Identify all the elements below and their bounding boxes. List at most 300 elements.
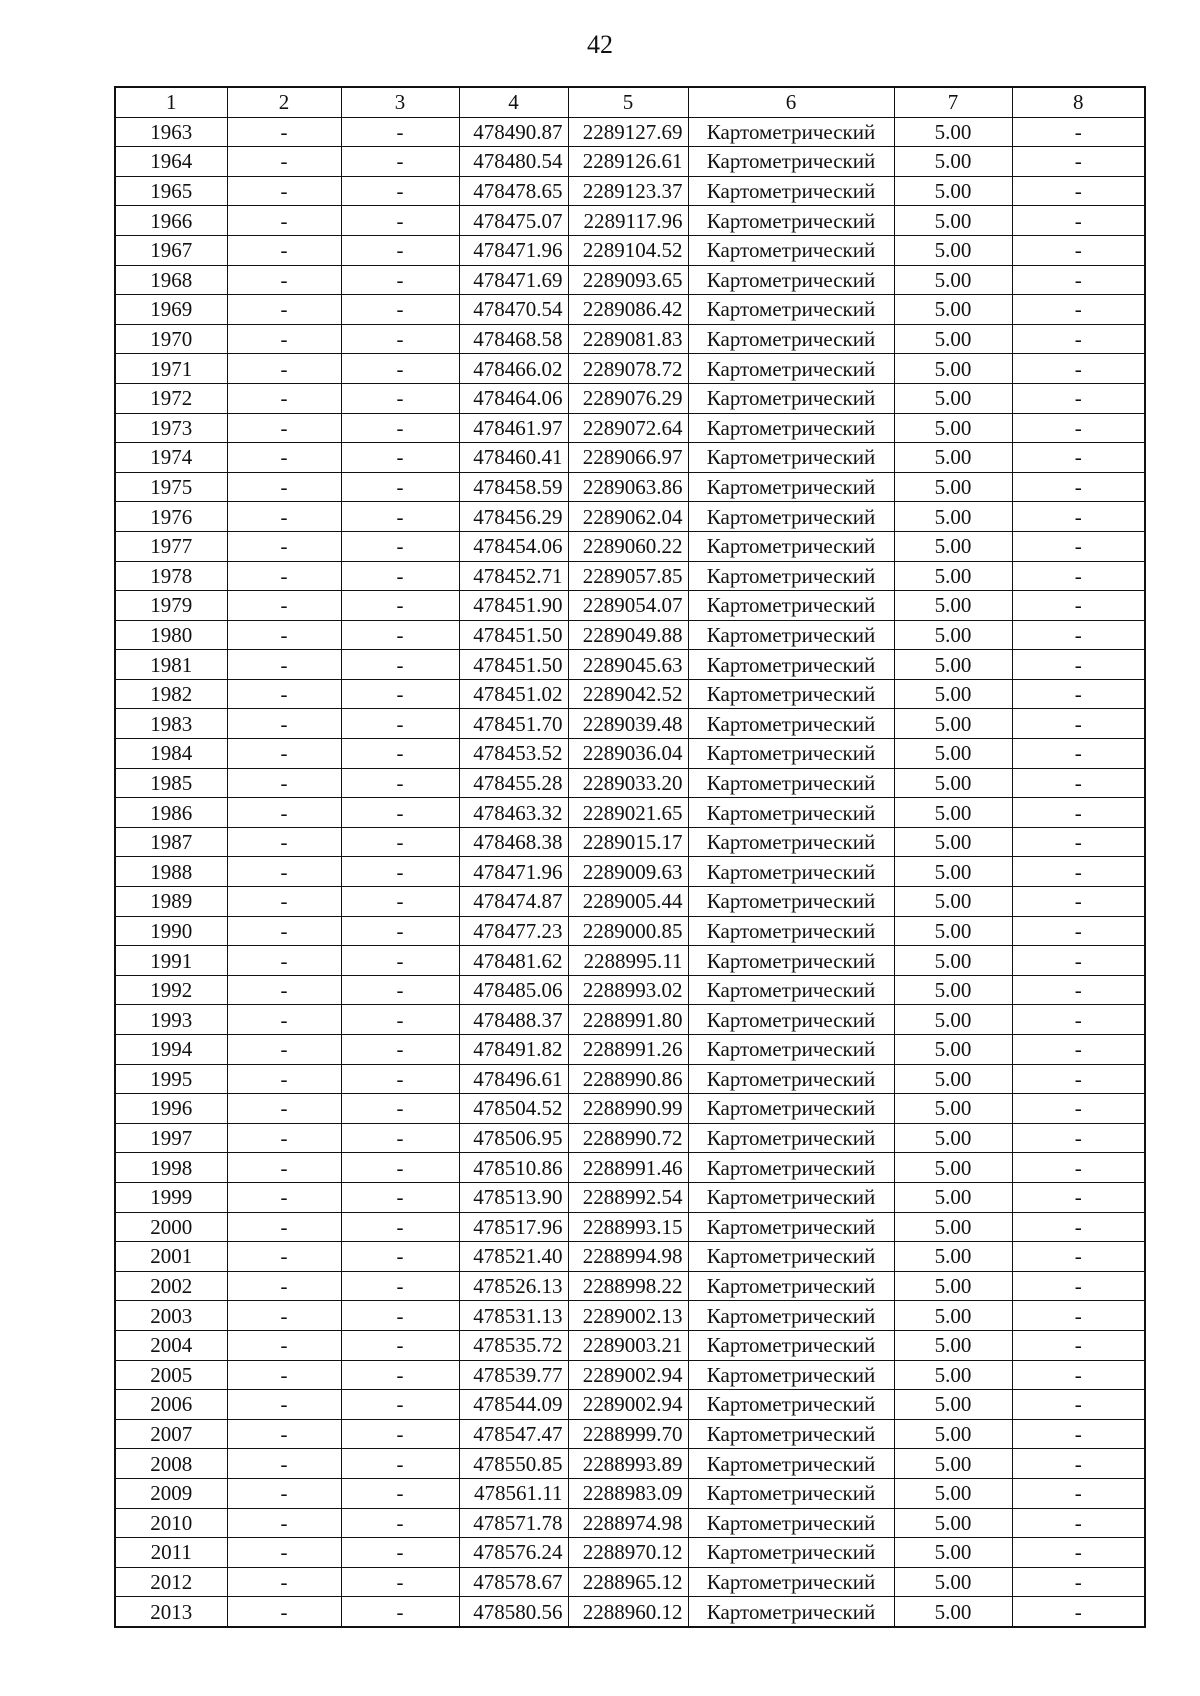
table-header-row [115, 87, 1145, 117]
y-coordinate-cell: 2288974.98 [568, 1508, 688, 1538]
col8-cell: - [1012, 827, 1145, 857]
x-coordinate-cell: 478539.77 [459, 1360, 568, 1390]
accuracy-cell: 5.00 [894, 650, 1012, 680]
y-coordinate-cell: 2289060.22 [568, 531, 688, 561]
col3-cell: - [341, 443, 459, 473]
table-row [115, 472, 1145, 502]
table-row [115, 1094, 1145, 1124]
accuracy-cell: 5.00 [894, 265, 1012, 295]
col8-cell: - [1012, 1449, 1145, 1479]
x-coordinate-cell: 478578.67 [459, 1567, 568, 1597]
y-coordinate-cell: 2288983.09 [568, 1478, 688, 1508]
col3-cell: - [341, 798, 459, 828]
point-number-cell: 2000 [115, 1212, 227, 1242]
point-number-cell: 1985 [115, 768, 227, 798]
table-row [115, 916, 1145, 946]
point-number-cell: 2005 [115, 1360, 227, 1390]
accuracy-cell: 5.00 [894, 1478, 1012, 1508]
y-coordinate-cell: 2289104.52 [568, 235, 688, 265]
accuracy-cell: 5.00 [894, 916, 1012, 946]
point-number-cell: 1991 [115, 946, 227, 976]
col2-cell: - [227, 1538, 341, 1568]
x-coordinate-cell: 478475.07 [459, 206, 568, 236]
x-coordinate-cell: 478485.06 [459, 975, 568, 1005]
col3-cell: - [341, 975, 459, 1005]
column-header: 2 [227, 87, 341, 117]
col3-cell: - [341, 916, 459, 946]
x-coordinate-cell: 478490.87 [459, 117, 568, 147]
col8-cell: - [1012, 1390, 1145, 1420]
point-number-cell: 1987 [115, 827, 227, 857]
table-row [115, 383, 1145, 413]
method-cell: Картометрический [688, 1419, 894, 1449]
y-coordinate-cell: 2288990.99 [568, 1094, 688, 1124]
col8-cell: - [1012, 265, 1145, 295]
col3-cell: - [341, 206, 459, 236]
col2-cell: - [227, 117, 341, 147]
col2-cell: - [227, 650, 341, 680]
method-cell: Картометрический [688, 591, 894, 621]
col2-cell: - [227, 975, 341, 1005]
col2-cell: - [227, 354, 341, 384]
accuracy-cell: 5.00 [894, 1449, 1012, 1479]
y-coordinate-cell: 2289117.96 [568, 206, 688, 236]
table-row [115, 679, 1145, 709]
x-coordinate-cell: 478513.90 [459, 1182, 568, 1212]
y-coordinate-cell: 2289015.17 [568, 827, 688, 857]
point-number-cell: 1977 [115, 531, 227, 561]
x-coordinate-cell: 478535.72 [459, 1330, 568, 1360]
y-coordinate-cell: 2289072.64 [568, 413, 688, 443]
method-cell: Картометрический [688, 709, 894, 739]
y-coordinate-cell: 2288999.70 [568, 1419, 688, 1449]
accuracy-cell: 5.00 [894, 176, 1012, 206]
method-cell: Картометрический [688, 1567, 894, 1597]
col2-cell: - [227, 887, 341, 917]
col8-cell: - [1012, 176, 1145, 206]
col3-cell: - [341, 650, 459, 680]
x-coordinate-cell: 478474.87 [459, 887, 568, 917]
method-cell: Картометрический [688, 561, 894, 591]
point-number-cell: 1976 [115, 502, 227, 532]
col8-cell: - [1012, 1242, 1145, 1272]
col3-cell: - [341, 1508, 459, 1538]
col8-cell: - [1012, 1567, 1145, 1597]
y-coordinate-cell: 2289033.20 [568, 768, 688, 798]
col2-cell: - [227, 1271, 341, 1301]
x-coordinate-cell: 478454.06 [459, 531, 568, 561]
accuracy-cell: 5.00 [894, 1301, 1012, 1331]
col8-cell: - [1012, 679, 1145, 709]
y-coordinate-cell: 2288991.80 [568, 1005, 688, 1035]
point-number-cell: 1995 [115, 1064, 227, 1094]
accuracy-cell: 5.00 [894, 1567, 1012, 1597]
col8-cell: - [1012, 1005, 1145, 1035]
y-coordinate-cell: 2288960.12 [568, 1597, 688, 1627]
x-coordinate-cell: 478488.37 [459, 1005, 568, 1035]
point-number-cell: 1983 [115, 709, 227, 739]
accuracy-cell: 5.00 [894, 1390, 1012, 1420]
x-coordinate-cell: 478451.70 [459, 709, 568, 739]
col2-cell: - [227, 620, 341, 650]
accuracy-cell: 5.00 [894, 620, 1012, 650]
col3-cell: - [341, 383, 459, 413]
table-row [115, 206, 1145, 236]
col2-cell: - [227, 265, 341, 295]
accuracy-cell: 5.00 [894, 1271, 1012, 1301]
col3-cell: - [341, 679, 459, 709]
y-coordinate-cell: 2289126.61 [568, 147, 688, 177]
point-number-cell: 1997 [115, 1123, 227, 1153]
method-cell: Картометрический [688, 916, 894, 946]
table-row [115, 1390, 1145, 1420]
col8-cell: - [1012, 887, 1145, 917]
col2-cell: - [227, 1330, 341, 1360]
col2-cell: - [227, 591, 341, 621]
col8-cell: - [1012, 1419, 1145, 1449]
column-header: 8 [1012, 87, 1145, 117]
x-coordinate-cell: 478471.96 [459, 857, 568, 887]
col2-cell: - [227, 1212, 341, 1242]
point-number-cell: 2012 [115, 1567, 227, 1597]
col3-cell: - [341, 1330, 459, 1360]
table-row [115, 709, 1145, 739]
col3-cell: - [341, 413, 459, 443]
y-coordinate-cell: 2288998.22 [568, 1271, 688, 1301]
accuracy-cell: 5.00 [894, 709, 1012, 739]
table-row [115, 1360, 1145, 1390]
point-number-cell: 1984 [115, 739, 227, 769]
accuracy-cell: 5.00 [894, 531, 1012, 561]
x-coordinate-cell: 478453.52 [459, 739, 568, 769]
accuracy-cell: 5.00 [894, 561, 1012, 591]
table-row [115, 1123, 1145, 1153]
table-row [115, 1005, 1145, 1035]
x-coordinate-cell: 478455.28 [459, 768, 568, 798]
col2-cell: - [227, 1064, 341, 1094]
y-coordinate-cell: 2289062.04 [568, 502, 688, 532]
col3-cell: - [341, 946, 459, 976]
col3-cell: - [341, 472, 459, 502]
table-row [115, 946, 1145, 976]
point-number-cell: 1968 [115, 265, 227, 295]
method-cell: Картометрический [688, 1301, 894, 1331]
col2-cell: - [227, 827, 341, 857]
point-number-cell: 1967 [115, 235, 227, 265]
point-number-cell: 1972 [115, 383, 227, 413]
col3-cell: - [341, 265, 459, 295]
method-cell: Картометрический [688, 1094, 894, 1124]
col2-cell: - [227, 531, 341, 561]
col8-cell: - [1012, 1538, 1145, 1568]
col8-cell: - [1012, 1301, 1145, 1331]
y-coordinate-cell: 2289002.94 [568, 1360, 688, 1390]
x-coordinate-cell: 478506.95 [459, 1123, 568, 1153]
col2-cell: - [227, 206, 341, 236]
col8-cell: - [1012, 1153, 1145, 1183]
point-number-cell: 1980 [115, 620, 227, 650]
col8-cell: - [1012, 502, 1145, 532]
col3-cell: - [341, 1301, 459, 1331]
x-coordinate-cell: 478452.71 [459, 561, 568, 591]
accuracy-cell: 5.00 [894, 591, 1012, 621]
col2-cell: - [227, 1242, 341, 1272]
point-number-cell: 2004 [115, 1330, 227, 1360]
accuracy-cell: 5.00 [894, 443, 1012, 473]
y-coordinate-cell: 2289002.94 [568, 1390, 688, 1420]
point-number-cell: 1996 [115, 1094, 227, 1124]
col3-cell: - [341, 176, 459, 206]
accuracy-cell: 5.00 [894, 1094, 1012, 1124]
table-row [115, 176, 1145, 206]
col2-cell: - [227, 1390, 341, 1420]
point-number-cell: 1979 [115, 591, 227, 621]
col2-cell: - [227, 295, 341, 325]
y-coordinate-cell: 2288992.54 [568, 1182, 688, 1212]
table-row [115, 857, 1145, 887]
accuracy-cell: 5.00 [894, 1123, 1012, 1153]
x-coordinate-cell: 478468.38 [459, 827, 568, 857]
col3-cell: - [341, 354, 459, 384]
col8-cell: - [1012, 1182, 1145, 1212]
accuracy-cell: 5.00 [894, 413, 1012, 443]
point-number-cell: 2002 [115, 1271, 227, 1301]
method-cell: Картометрический [688, 443, 894, 473]
method-cell: Картометрический [688, 827, 894, 857]
col8-cell: - [1012, 1597, 1145, 1627]
accuracy-cell: 5.00 [894, 1330, 1012, 1360]
y-coordinate-cell: 2289036.04 [568, 739, 688, 769]
x-coordinate-cell: 478547.47 [459, 1419, 568, 1449]
page-number: 42 [587, 30, 613, 59]
col2-cell: - [227, 176, 341, 206]
col8-cell: - [1012, 1330, 1145, 1360]
y-coordinate-cell: 2289003.21 [568, 1330, 688, 1360]
y-coordinate-cell: 2289021.65 [568, 798, 688, 828]
y-coordinate-cell: 2288991.46 [568, 1153, 688, 1183]
y-coordinate-cell: 2289127.69 [568, 117, 688, 147]
col8-cell: - [1012, 946, 1145, 976]
col3-cell: - [341, 1212, 459, 1242]
col2-cell: - [227, 1301, 341, 1331]
method-cell: Картометрический [688, 502, 894, 532]
method-cell: Картометрический [688, 739, 894, 769]
table-row [115, 117, 1145, 147]
col3-cell: - [341, 324, 459, 354]
col8-cell: - [1012, 591, 1145, 621]
accuracy-cell: 5.00 [894, 117, 1012, 147]
point-number-cell: 2007 [115, 1419, 227, 1449]
table-row [115, 1064, 1145, 1094]
table-row [115, 887, 1145, 917]
point-number-cell: 2003 [115, 1301, 227, 1331]
x-coordinate-cell: 478477.23 [459, 916, 568, 946]
table-row [115, 413, 1145, 443]
col8-cell: - [1012, 1064, 1145, 1094]
method-cell: Картометрический [688, 679, 894, 709]
accuracy-cell: 5.00 [894, 1153, 1012, 1183]
x-coordinate-cell: 478550.85 [459, 1449, 568, 1479]
x-coordinate-cell: 478526.13 [459, 1271, 568, 1301]
y-coordinate-cell: 2289076.29 [568, 383, 688, 413]
method-cell: Картометрический [688, 1508, 894, 1538]
col2-cell: - [227, 768, 341, 798]
x-coordinate-cell: 478464.06 [459, 383, 568, 413]
col3-cell: - [341, 561, 459, 591]
method-cell: Картометрический [688, 1242, 894, 1272]
accuracy-cell: 5.00 [894, 295, 1012, 325]
col2-cell: - [227, 1597, 341, 1627]
col3-cell: - [341, 1035, 459, 1065]
col8-cell: - [1012, 1271, 1145, 1301]
x-coordinate-cell: 478468.58 [459, 324, 568, 354]
table-row [115, 1419, 1145, 1449]
x-coordinate-cell: 478451.50 [459, 620, 568, 650]
point-number-cell: 1978 [115, 561, 227, 591]
accuracy-cell: 5.00 [894, 679, 1012, 709]
x-coordinate-cell: 478517.96 [459, 1212, 568, 1242]
x-coordinate-cell: 478471.96 [459, 235, 568, 265]
table-row [115, 1538, 1145, 1568]
col3-cell: - [341, 1153, 459, 1183]
x-coordinate-cell: 478496.61 [459, 1064, 568, 1094]
col2-cell: - [227, 1567, 341, 1597]
y-coordinate-cell: 2288970.12 [568, 1538, 688, 1568]
column-header: 6 [688, 87, 894, 117]
table-row [115, 591, 1145, 621]
point-number-cell: 1999 [115, 1182, 227, 1212]
y-coordinate-cell: 2288990.86 [568, 1064, 688, 1094]
col3-cell: - [341, 1182, 459, 1212]
accuracy-cell: 5.00 [894, 502, 1012, 532]
table-row [115, 147, 1145, 177]
col3-cell: - [341, 1094, 459, 1124]
table-row [115, 1508, 1145, 1538]
col8-cell: - [1012, 1094, 1145, 1124]
col3-cell: - [341, 768, 459, 798]
point-number-cell: 2010 [115, 1508, 227, 1538]
method-cell: Картометрический [688, 1064, 894, 1094]
col2-cell: - [227, 1123, 341, 1153]
x-coordinate-cell: 478531.13 [459, 1301, 568, 1331]
y-coordinate-cell: 2289000.85 [568, 916, 688, 946]
method-cell: Картометрический [688, 946, 894, 976]
col8-cell: - [1012, 413, 1145, 443]
col8-cell: - [1012, 324, 1145, 354]
col2-cell: - [227, 1005, 341, 1035]
point-number-cell: 2011 [115, 1538, 227, 1568]
col3-cell: - [341, 739, 459, 769]
x-coordinate-cell: 478576.24 [459, 1538, 568, 1568]
x-coordinate-cell: 478456.29 [459, 502, 568, 532]
method-cell: Картометрический [688, 1390, 894, 1420]
point-number-cell: 1965 [115, 176, 227, 206]
table-row [115, 235, 1145, 265]
accuracy-cell: 5.00 [894, 206, 1012, 236]
table-row [115, 1153, 1145, 1183]
y-coordinate-cell: 2288995.11 [568, 946, 688, 976]
point-number-cell: 1974 [115, 443, 227, 473]
table-row [115, 265, 1145, 295]
x-coordinate-cell: 478471.69 [459, 265, 568, 295]
accuracy-cell: 5.00 [894, 768, 1012, 798]
col2-cell: - [227, 235, 341, 265]
accuracy-cell: 5.00 [894, 1597, 1012, 1627]
accuracy-cell: 5.00 [894, 235, 1012, 265]
method-cell: Картометрический [688, 1153, 894, 1183]
table-row [115, 1597, 1145, 1627]
table-row [115, 1330, 1145, 1360]
x-coordinate-cell: 478451.90 [459, 591, 568, 621]
point-number-cell: 1966 [115, 206, 227, 236]
col8-cell: - [1012, 1360, 1145, 1390]
col3-cell: - [341, 1538, 459, 1568]
accuracy-cell: 5.00 [894, 147, 1012, 177]
col2-cell: - [227, 472, 341, 502]
col2-cell: - [227, 147, 341, 177]
x-coordinate-cell: 478478.65 [459, 176, 568, 206]
col3-cell: - [341, 1064, 459, 1094]
col8-cell: - [1012, 1123, 1145, 1153]
column-header: 3 [341, 87, 459, 117]
coordinates-table [114, 86, 1146, 1628]
point-number-cell: 2001 [115, 1242, 227, 1272]
point-number-cell: 2013 [115, 1597, 227, 1627]
x-coordinate-cell: 478466.02 [459, 354, 568, 384]
col2-cell: - [227, 1094, 341, 1124]
method-cell: Картометрический [688, 650, 894, 680]
col8-cell: - [1012, 798, 1145, 828]
accuracy-cell: 5.00 [894, 324, 1012, 354]
y-coordinate-cell: 2289057.85 [568, 561, 688, 591]
col2-cell: - [227, 1153, 341, 1183]
table-row [115, 295, 1145, 325]
x-coordinate-cell: 478561.11 [459, 1478, 568, 1508]
table-row [115, 975, 1145, 1005]
col8-cell: - [1012, 650, 1145, 680]
method-cell: Картометрический [688, 354, 894, 384]
col8-cell: - [1012, 916, 1145, 946]
accuracy-cell: 5.00 [894, 354, 1012, 384]
accuracy-cell: 5.00 [894, 472, 1012, 502]
table-row [115, 354, 1145, 384]
method-cell: Картометрический [688, 1005, 894, 1035]
col8-cell: - [1012, 857, 1145, 887]
method-cell: Картометрический [688, 531, 894, 561]
col8-cell: - [1012, 383, 1145, 413]
point-number-cell: 2008 [115, 1449, 227, 1479]
y-coordinate-cell: 2289002.13 [568, 1301, 688, 1331]
x-coordinate-cell: 478458.59 [459, 472, 568, 502]
method-cell: Картометрический [688, 472, 894, 502]
y-coordinate-cell: 2289086.42 [568, 295, 688, 325]
col2-cell: - [227, 443, 341, 473]
col3-cell: - [341, 1449, 459, 1479]
point-number-cell: 2009 [115, 1478, 227, 1508]
method-cell: Картометрический [688, 857, 894, 887]
col8-cell: - [1012, 235, 1145, 265]
method-cell: Картометрический [688, 1212, 894, 1242]
accuracy-cell: 5.00 [894, 739, 1012, 769]
y-coordinate-cell: 2289049.88 [568, 620, 688, 650]
method-cell: Картометрический [688, 1271, 894, 1301]
col3-cell: - [341, 591, 459, 621]
method-cell: Картометрический [688, 1123, 894, 1153]
table-row [115, 531, 1145, 561]
method-cell: Картометрический [688, 1449, 894, 1479]
x-coordinate-cell: 478571.78 [459, 1508, 568, 1538]
y-coordinate-cell: 2288991.26 [568, 1035, 688, 1065]
